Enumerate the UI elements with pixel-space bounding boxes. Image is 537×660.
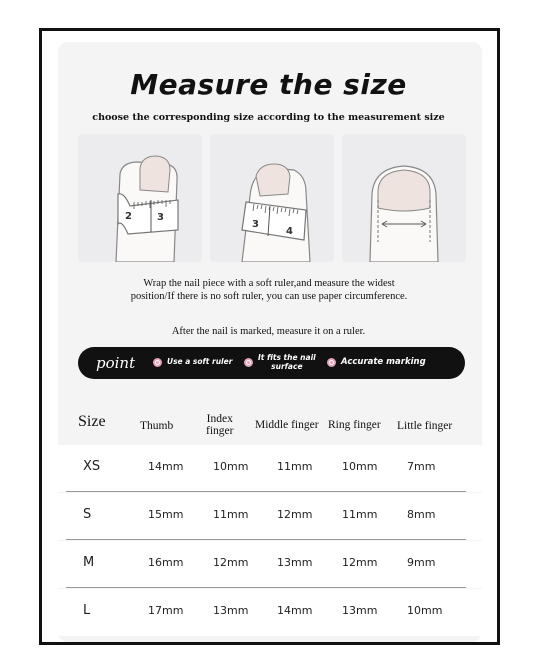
ruler-mark-3b: 3 [252, 219, 259, 230]
cell-little: 8mm [407, 508, 436, 521]
cell-middle: 13mm [277, 556, 313, 569]
finger-ruler-icon [78, 134, 202, 262]
table-header [58, 403, 482, 445]
instruction-text: Wrap the nail piece with a soft ruler,and measure the widest position/If there is no soft ruler, you can use paper circumference. [130, 278, 408, 302]
tip-text-fits-nail: It fits the nail surface [258, 353, 316, 371]
table-row [58, 589, 482, 636]
illustration-nail-width [342, 134, 466, 262]
point-label: point [96, 354, 136, 372]
ruler-mark-3: 3 [157, 212, 164, 223]
cell-index: 12mm [213, 556, 249, 569]
cell-ring: 11mm [342, 508, 378, 521]
cell-size: XS [83, 459, 101, 474]
cell-thumb: 17mm [148, 604, 184, 617]
table-row [58, 493, 482, 540]
bullet-icon [153, 358, 162, 367]
ruler-mark-2: 2 [125, 211, 132, 222]
row-divider [66, 491, 466, 492]
cell-thumb: 16mm [148, 556, 184, 569]
nail-width-icon [342, 134, 466, 262]
cell-size: M [83, 555, 95, 570]
cell-middle: 11mm [277, 460, 313, 473]
cell-ring: 12mm [342, 556, 378, 569]
cell-thumb: 15mm [148, 508, 184, 521]
bullet-icon [327, 358, 336, 367]
cell-index: 13mm [213, 604, 249, 617]
tip-text-soft-ruler: Use a soft ruler [167, 357, 233, 367]
tip-text-accurate: Accurate marking [341, 357, 426, 368]
after-mark-text: After the nail is marked, measure it on a ruler. [171, 326, 366, 337]
cell-index: 10mm [213, 460, 249, 473]
cell-size: L [83, 603, 91, 618]
row-divider [66, 539, 466, 540]
header-ring: Ring finger [328, 419, 381, 431]
header-size: Size [78, 413, 106, 430]
cell-ring: 13mm [342, 604, 378, 617]
tip-fits-nail [244, 354, 316, 371]
tip-soft-ruler [153, 358, 232, 367]
cell-size: S [83, 507, 92, 522]
finger-side-ruler-icon [210, 134, 334, 262]
header-index: Index finger [206, 413, 234, 437]
row-divider [66, 587, 466, 588]
header-middle: Middle finger [255, 419, 319, 431]
page-title: Measure the size [130, 68, 407, 101]
size-table [58, 403, 482, 618]
bullet-icon [244, 358, 253, 367]
cell-little: 7mm [407, 460, 436, 473]
cell-ring: 10mm [342, 460, 378, 473]
cell-index: 11mm [213, 508, 249, 521]
page-subtitle: choose the corresponding size according to the measurement size [92, 112, 445, 123]
cell-little: 10mm [407, 604, 443, 617]
cell-little: 9mm [407, 556, 436, 569]
cell-thumb: 14mm [148, 460, 184, 473]
cell-middle: 14mm [277, 604, 313, 617]
header-thumb: Thumb [140, 420, 174, 432]
cell-middle: 12mm [277, 508, 313, 521]
tip-accurate-marking [327, 358, 426, 367]
table-row [58, 541, 482, 588]
table-row [58, 445, 482, 492]
header-little: Little finger [397, 420, 453, 432]
illustration-wrap-ruler [78, 134, 202, 262]
tips-bar [78, 347, 465, 379]
illustration-side-ruler [210, 134, 334, 262]
ruler-mark-4: 4 [286, 226, 293, 237]
